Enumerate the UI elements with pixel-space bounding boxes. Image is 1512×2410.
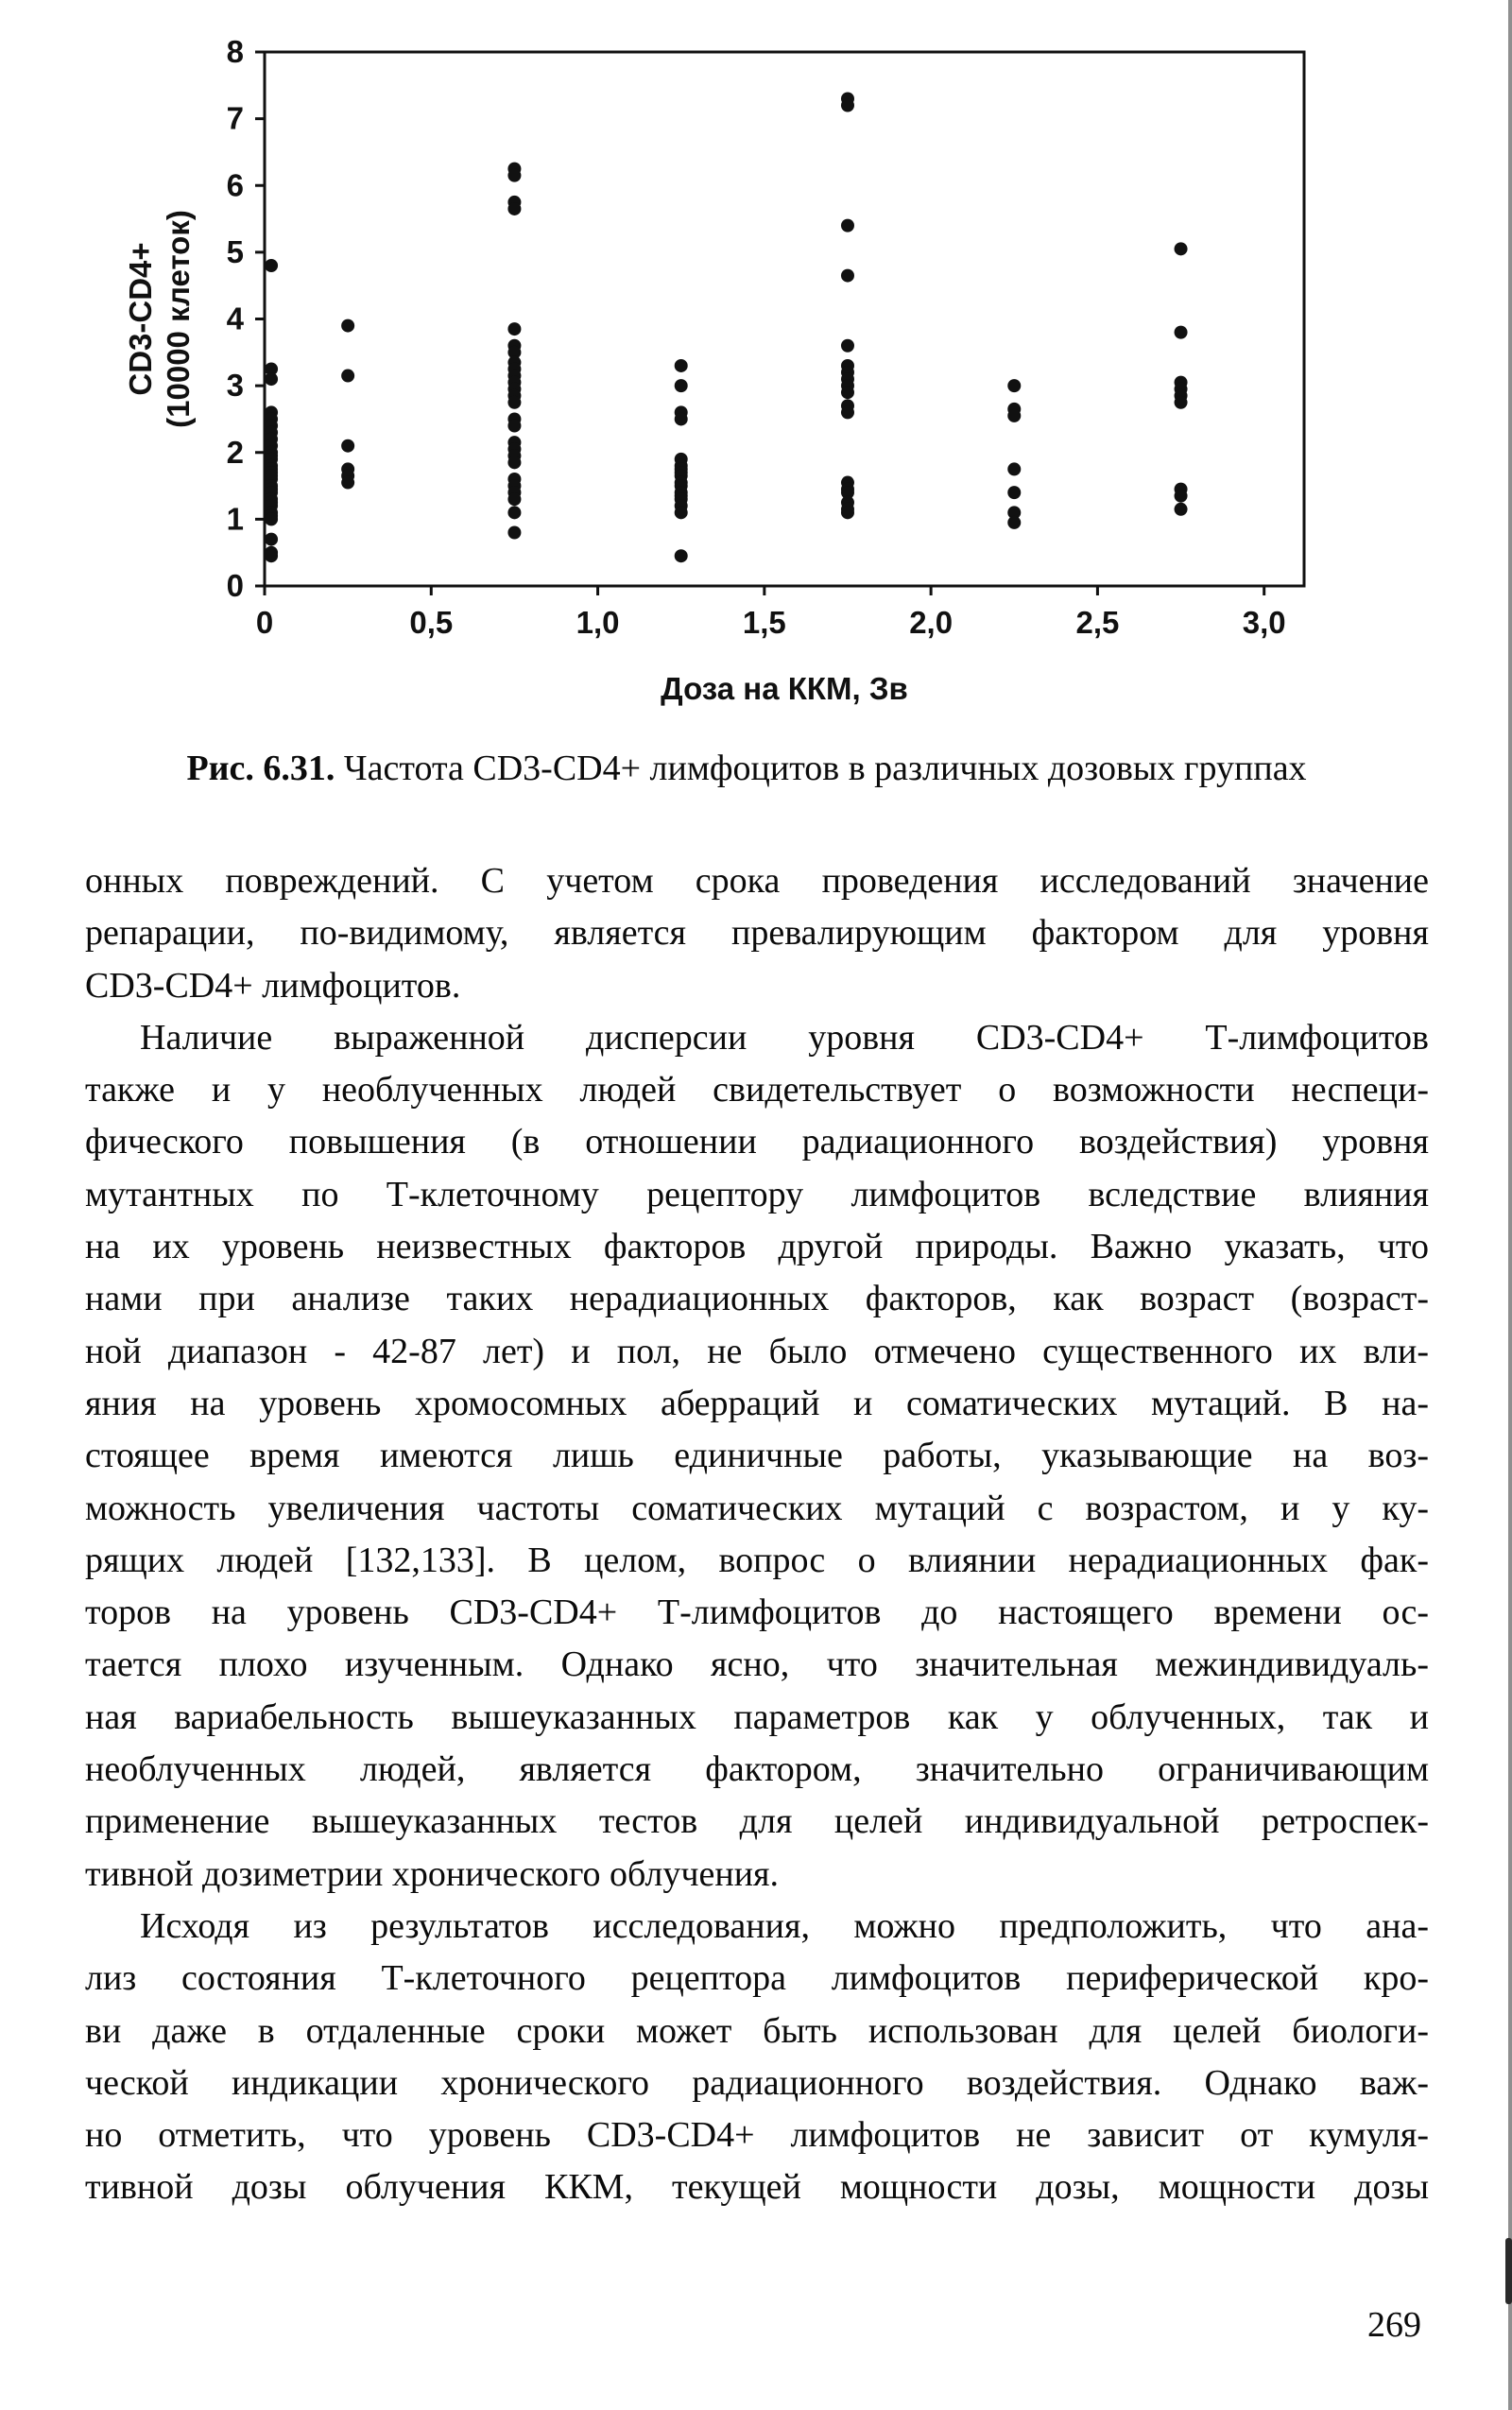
y-tick-label: 0 xyxy=(226,568,244,603)
text-line: онных повреждений. С учетом срока проведения исследований значение xyxy=(85,861,1429,901)
paragraph xyxy=(85,1012,1429,1901)
y-tick-label: 6 xyxy=(226,167,244,203)
figure-caption-label: Рис. 6.31. xyxy=(186,749,335,788)
y-axis-title-line2: (10000 клеток) xyxy=(161,210,196,428)
data-point xyxy=(841,269,854,283)
data-point xyxy=(507,169,521,182)
scatter-plot xyxy=(113,28,1342,709)
x-tick-label: 3,0 xyxy=(1242,605,1286,640)
data-point xyxy=(265,372,278,386)
y-tick-label: 2 xyxy=(226,434,244,470)
data-point xyxy=(675,549,688,562)
y-tick-label: 7 xyxy=(226,100,244,136)
x-tick-label: 0 xyxy=(255,605,274,640)
figure-caption xyxy=(113,746,1380,791)
data-point xyxy=(341,370,354,383)
text-line: Наличие выраженной дисперсии уровня CD3-CD4+ Т-лимфоцитов xyxy=(140,1017,1429,1058)
y-tick-label: 3 xyxy=(226,368,244,404)
data-point xyxy=(1007,462,1021,475)
data-point xyxy=(1007,379,1021,392)
text-line: CD3-CD4+ лимфоцитов. xyxy=(85,965,461,1006)
y-axis-title-line1: CD3-CD4+ xyxy=(123,242,158,396)
y-tick-label: 8 xyxy=(226,34,244,69)
text-line: фического повышения (в отношении радиационного воздействия) уровня xyxy=(85,1122,1429,1162)
data-point xyxy=(507,202,521,215)
text-line: нами при анализе таких нерадиационных факторов, как возраст (возраст- xyxy=(85,1279,1429,1319)
text-line: также и у необлученных людей свидетельствует о возможности неспеци- xyxy=(85,1070,1429,1110)
y-tick-label: 1 xyxy=(226,501,244,537)
data-point xyxy=(507,492,521,506)
data-point xyxy=(1175,503,1188,516)
x-tick-label: 2,5 xyxy=(1075,605,1120,640)
text-line: рящих людей [132,133]. В целом, вопрос о влиянии нерадиационных фак- xyxy=(85,1540,1429,1580)
data-point xyxy=(675,506,688,519)
text-line: ви даже в отдаленные сроки может быть использован для целей биологи- xyxy=(85,2010,1429,2051)
data-point xyxy=(265,549,278,562)
data-point xyxy=(341,319,354,333)
data-point xyxy=(507,456,521,469)
y-tick-label: 4 xyxy=(226,301,244,336)
data-point xyxy=(265,259,278,272)
data-point xyxy=(841,99,854,112)
paragraph xyxy=(85,855,1429,1012)
data-point xyxy=(675,359,688,372)
data-point xyxy=(841,339,854,353)
scan-mark-artifact xyxy=(1505,2238,1512,2304)
text-line: ческой индикации хронического радиационного воздействия. Однако важ- xyxy=(85,2062,1429,2103)
x-tick-label: 2,0 xyxy=(909,605,954,640)
text-line: необлученных людей, является фактором, значительно ограничивающим xyxy=(85,1749,1429,1790)
text-line: тивной дозы облучения ККМ, текущей мощности дозы, мощности дозы xyxy=(85,2167,1429,2208)
data-point xyxy=(841,219,854,232)
data-point xyxy=(841,506,854,519)
data-point xyxy=(675,379,688,392)
text-line: на их уровень неизвестных факторов другой природы. Важно указать, что xyxy=(85,1227,1429,1267)
text-line: стоящее время имеются лишь единичные работы, указывающие на воз- xyxy=(85,1436,1429,1476)
scan-edge-artifact xyxy=(1508,0,1512,2410)
text-line: лиз состояния Т-клеточного рецептора лимфоцитов периферической кро- xyxy=(85,1958,1429,1999)
data-point xyxy=(1007,486,1021,499)
x-tick-label: 1,5 xyxy=(742,605,786,640)
data-point xyxy=(341,476,354,490)
figure-6-31 xyxy=(113,28,1380,791)
y-tick-label: 5 xyxy=(226,233,244,269)
figure-caption-text: Частота CD3-CD4+ лимфоцитов в различных дозовых группах xyxy=(335,749,1307,788)
data-point xyxy=(1007,516,1021,529)
data-point xyxy=(265,533,278,546)
text-line: яния на уровень хромосомных аберраций и соматических мутаций. В на- xyxy=(85,1383,1429,1423)
page-number: 269 xyxy=(1367,2305,1421,2345)
text-line: но отметить, что уровень CD3-CD4+ лимфоцитов не зависит от кумуля- xyxy=(85,2115,1429,2156)
paragraph xyxy=(85,1901,1429,2214)
x-tick-label: 0,5 xyxy=(409,605,454,640)
data-point xyxy=(841,405,854,419)
data-point xyxy=(507,526,521,540)
body-text xyxy=(85,855,1429,2214)
data-point xyxy=(341,439,354,453)
data-point xyxy=(265,512,278,525)
data-point xyxy=(507,396,521,409)
data-point xyxy=(1175,326,1188,339)
text-line: тается плохо изученным. Однако ясно, что значительная межиндивидуаль- xyxy=(85,1644,1429,1685)
data-point xyxy=(1175,490,1188,503)
text-line: применение вышеуказанных тестов для целей индивидуальной ретроспек- xyxy=(85,1801,1429,1842)
text-line: репарации, по-видимому, является превалирующим фактором для уровня xyxy=(85,913,1429,954)
x-tick-label: 1,0 xyxy=(576,605,620,640)
data-point xyxy=(507,506,521,519)
data-point xyxy=(507,322,521,336)
data-point xyxy=(1175,242,1188,255)
text-line: ная вариабельность вышеуказанных параметров как у облученных, так и xyxy=(85,1696,1429,1737)
text-line: мутантных по Т-клеточному рецептору лимфоцитов вследствие влияния xyxy=(85,1174,1429,1214)
text-line: торов на уровень CD3-CD4+ Т-лимфоцитов до настоящего времени ос- xyxy=(85,1592,1429,1633)
data-point xyxy=(507,420,521,433)
data-point xyxy=(675,412,688,425)
x-axis-title: Доза на ККМ, Зв xyxy=(661,671,908,706)
plot-frame xyxy=(265,52,1304,586)
data-point xyxy=(841,386,854,399)
text-line: ной диапазон - 42-87 лет) и пол, не было отмечено существенного их вли- xyxy=(85,1331,1429,1371)
text-line: тивной дозиметрии хронического облучения. xyxy=(85,1853,780,1894)
text-line: Исходя из результатов исследования, можно предположить, что ана- xyxy=(140,1905,1429,1946)
text-line: можность увеличения частоты соматических мутаций с возрастом, и у ку- xyxy=(85,1488,1429,1528)
data-point xyxy=(1175,396,1188,409)
data-point xyxy=(1007,409,1021,422)
